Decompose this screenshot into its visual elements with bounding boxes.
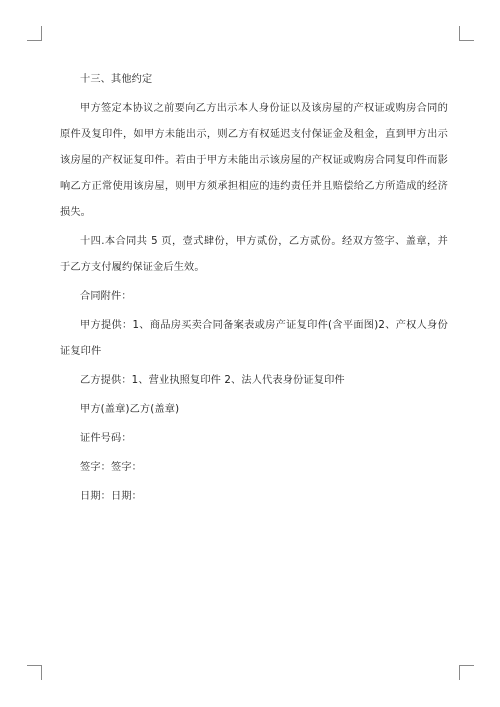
id-number-line: 证件号码： (80, 433, 132, 444)
party-a-provides: 甲方提供：1、商品房买卖合同备案表或房产证复印件(含平面图)2、产权人身份证复印件 (60, 320, 448, 357)
crop-mark-top-right (459, 26, 474, 41)
document-body (60, 67, 448, 510)
date-line: 日期：日期： (80, 491, 143, 502)
party-b-provides: 乙方提供：1、营业执照复印件 2、法人代表身份证复印件 (80, 375, 345, 386)
paragraph-contract-copies: 十四.本合同共 5 页，壹式肆份，甲方贰份，乙方贰份。经双方签字、盖章，并于乙方支付履约保证金后生效。 (60, 236, 448, 273)
paragraph-certificate-requirement: 甲方签定本协议之前要向乙方出示本人身份证以及该房屋的产权证或购房合同的原件及复印件，如甲方未能出示，则乙方有权延迟支付保证金及租金，直到甲方出示该房屋的产权证复印件。若由于甲方未能出示该房屋的产权证或购房合同复印件而影响乙方正常使用该房屋，则甲方须承担相应的违约责任并且赔偿给乙方所造成的经济损失。 (60, 103, 448, 218)
crop-mark-bottom-left (27, 665, 42, 680)
signature-line: 签字：签字： (80, 462, 143, 473)
seal-line: 甲方(盖章)乙方(盖章) (80, 404, 180, 415)
attachments-heading: 合同附件： (80, 291, 132, 302)
crop-mark-top-left (27, 26, 42, 41)
crop-mark-bottom-right (459, 665, 474, 680)
section-heading-other-agreements: 十三、其他约定 (80, 74, 153, 85)
